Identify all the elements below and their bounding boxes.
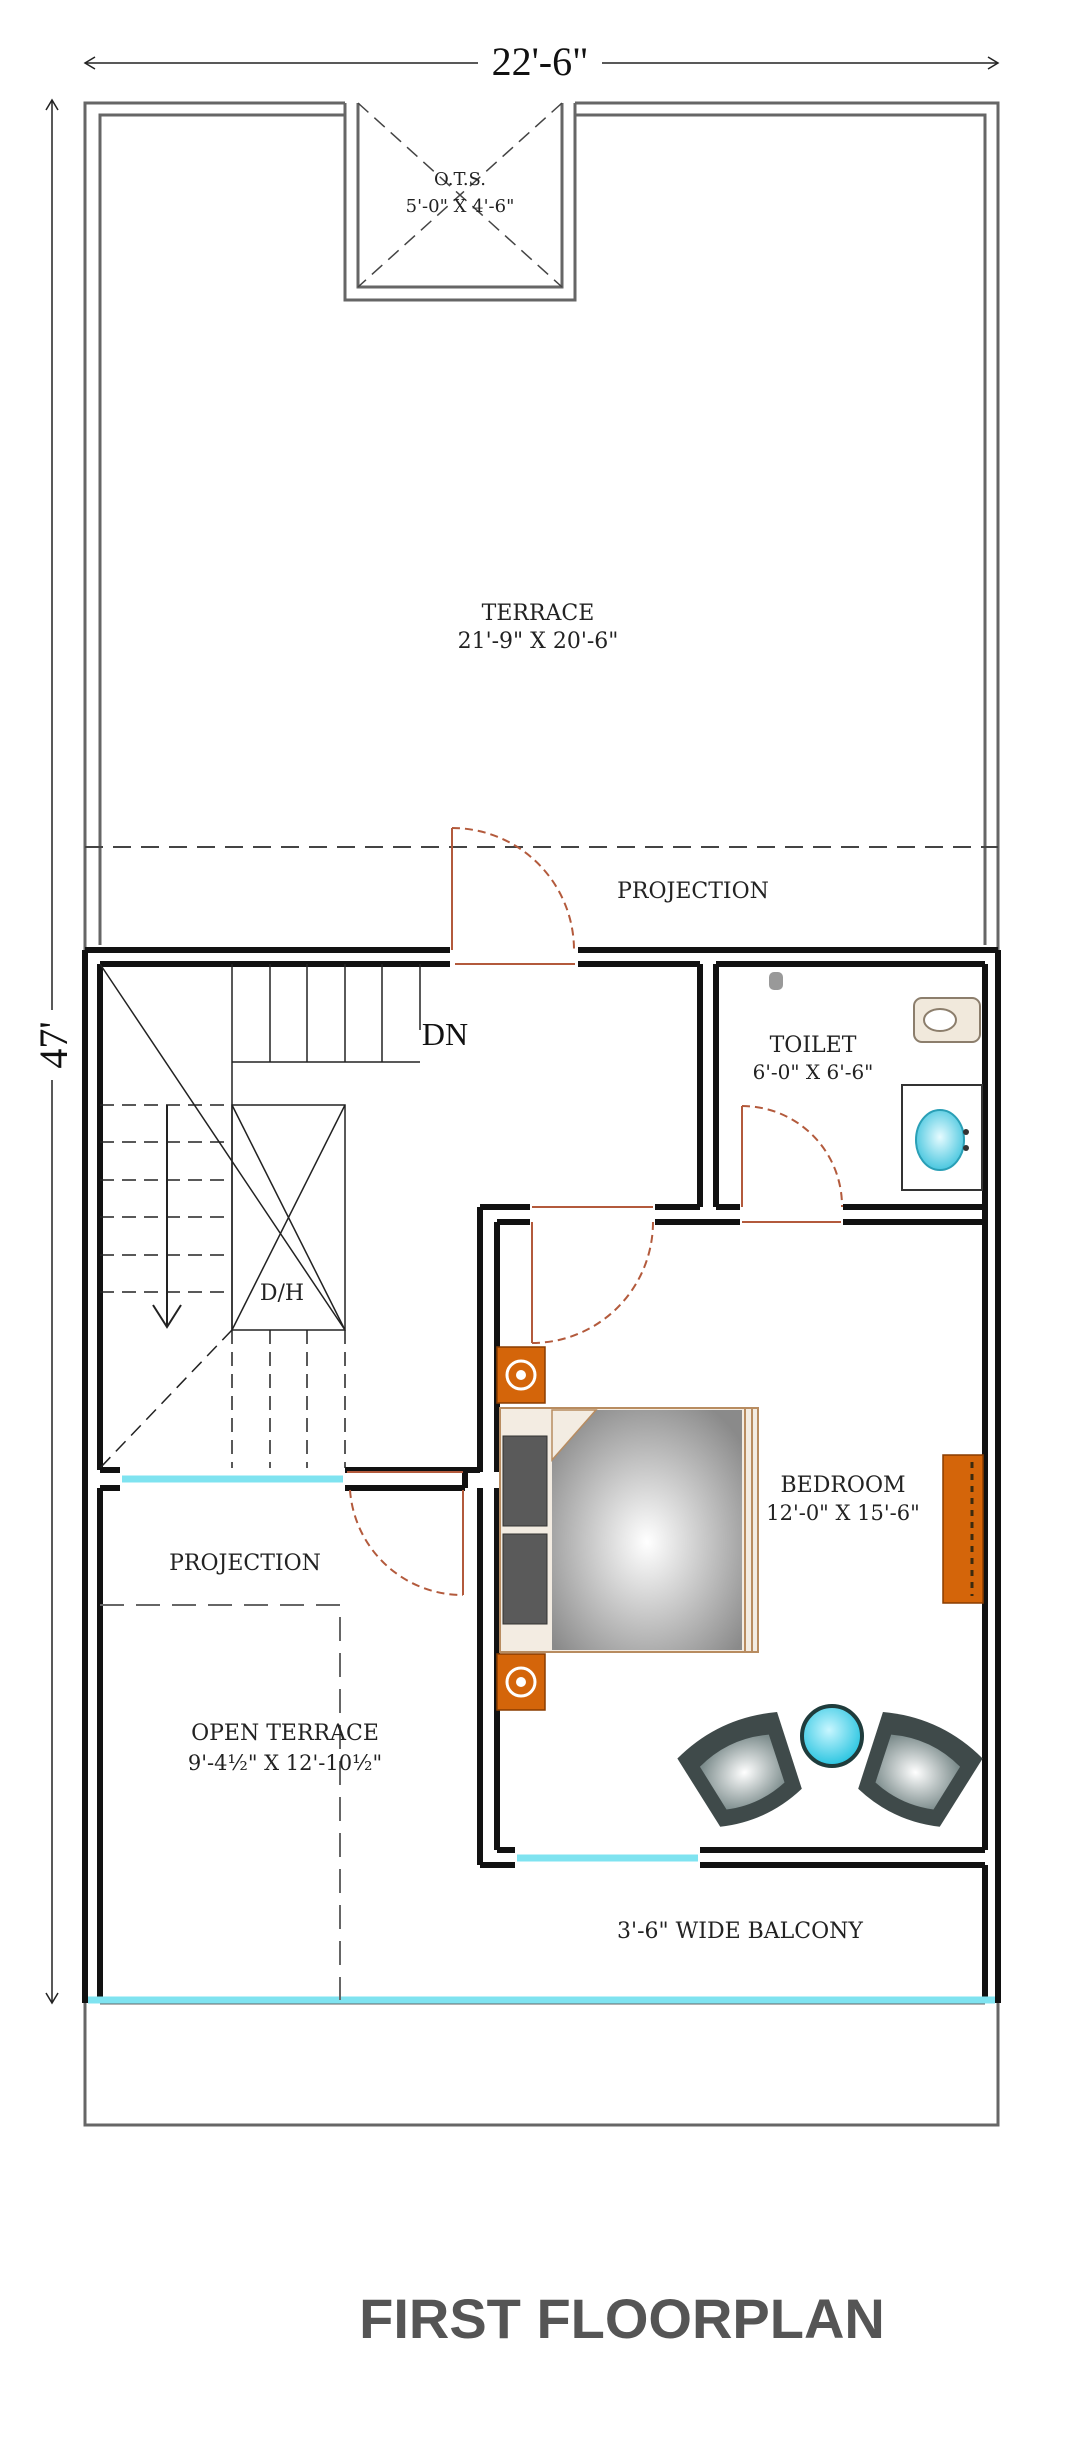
open-terrace-size: 9'-4½" X 12'-10½" xyxy=(187,1751,383,1775)
bedroom-label: BEDROOM xyxy=(780,1473,906,1498)
dimension-width xyxy=(85,39,998,84)
stair-dn-label: DN xyxy=(421,1016,469,1052)
outer-boundary xyxy=(85,103,998,2125)
terrace-size: 21'-9" X 20'-6" xyxy=(457,629,619,654)
shower-icon xyxy=(769,972,783,990)
armchair-right-icon xyxy=(846,1703,987,1838)
door-bedroom[interactable] xyxy=(532,1207,653,1343)
door-toilet[interactable] xyxy=(742,1106,842,1222)
ots-label: O.T.S. xyxy=(434,169,486,190)
open-terrace-projection xyxy=(100,1605,340,2000)
terrace-label: TERRACE xyxy=(481,601,595,626)
dimension-width-label: 22'-6" xyxy=(491,39,589,84)
ots-shaft xyxy=(358,103,562,287)
bedroom-size: 12'-0" X 15'-6" xyxy=(766,1501,920,1525)
armchair-left-icon xyxy=(673,1703,814,1838)
coffee-table-icon xyxy=(802,1706,862,1766)
projection-left-label: PROJECTION xyxy=(169,1551,321,1576)
door-terrace[interactable] xyxy=(452,828,575,964)
dh-label: D/H xyxy=(259,1281,305,1306)
sink-icon xyxy=(916,1110,964,1170)
projection-top-label: PROJECTION xyxy=(617,879,769,904)
dimension-height-label: 47' xyxy=(31,1021,76,1069)
staircase xyxy=(100,964,420,1468)
tv-unit-icon xyxy=(943,1455,983,1603)
plan-title: FIRST FLOORPLAN xyxy=(359,2287,885,2350)
ots-size: 5'-0" X 4'-6" xyxy=(405,196,515,217)
bedroom-furniture xyxy=(497,1347,987,1838)
toilet-label: TOILET xyxy=(769,1033,857,1058)
dimension-height xyxy=(31,100,76,2003)
balcony-label: 3'-6" WIDE BALCONY xyxy=(617,1919,863,1944)
toilet-size: 6'-0" X 6'-6" xyxy=(752,1060,874,1084)
open-terrace-label: OPEN TERRACE xyxy=(191,1721,379,1746)
